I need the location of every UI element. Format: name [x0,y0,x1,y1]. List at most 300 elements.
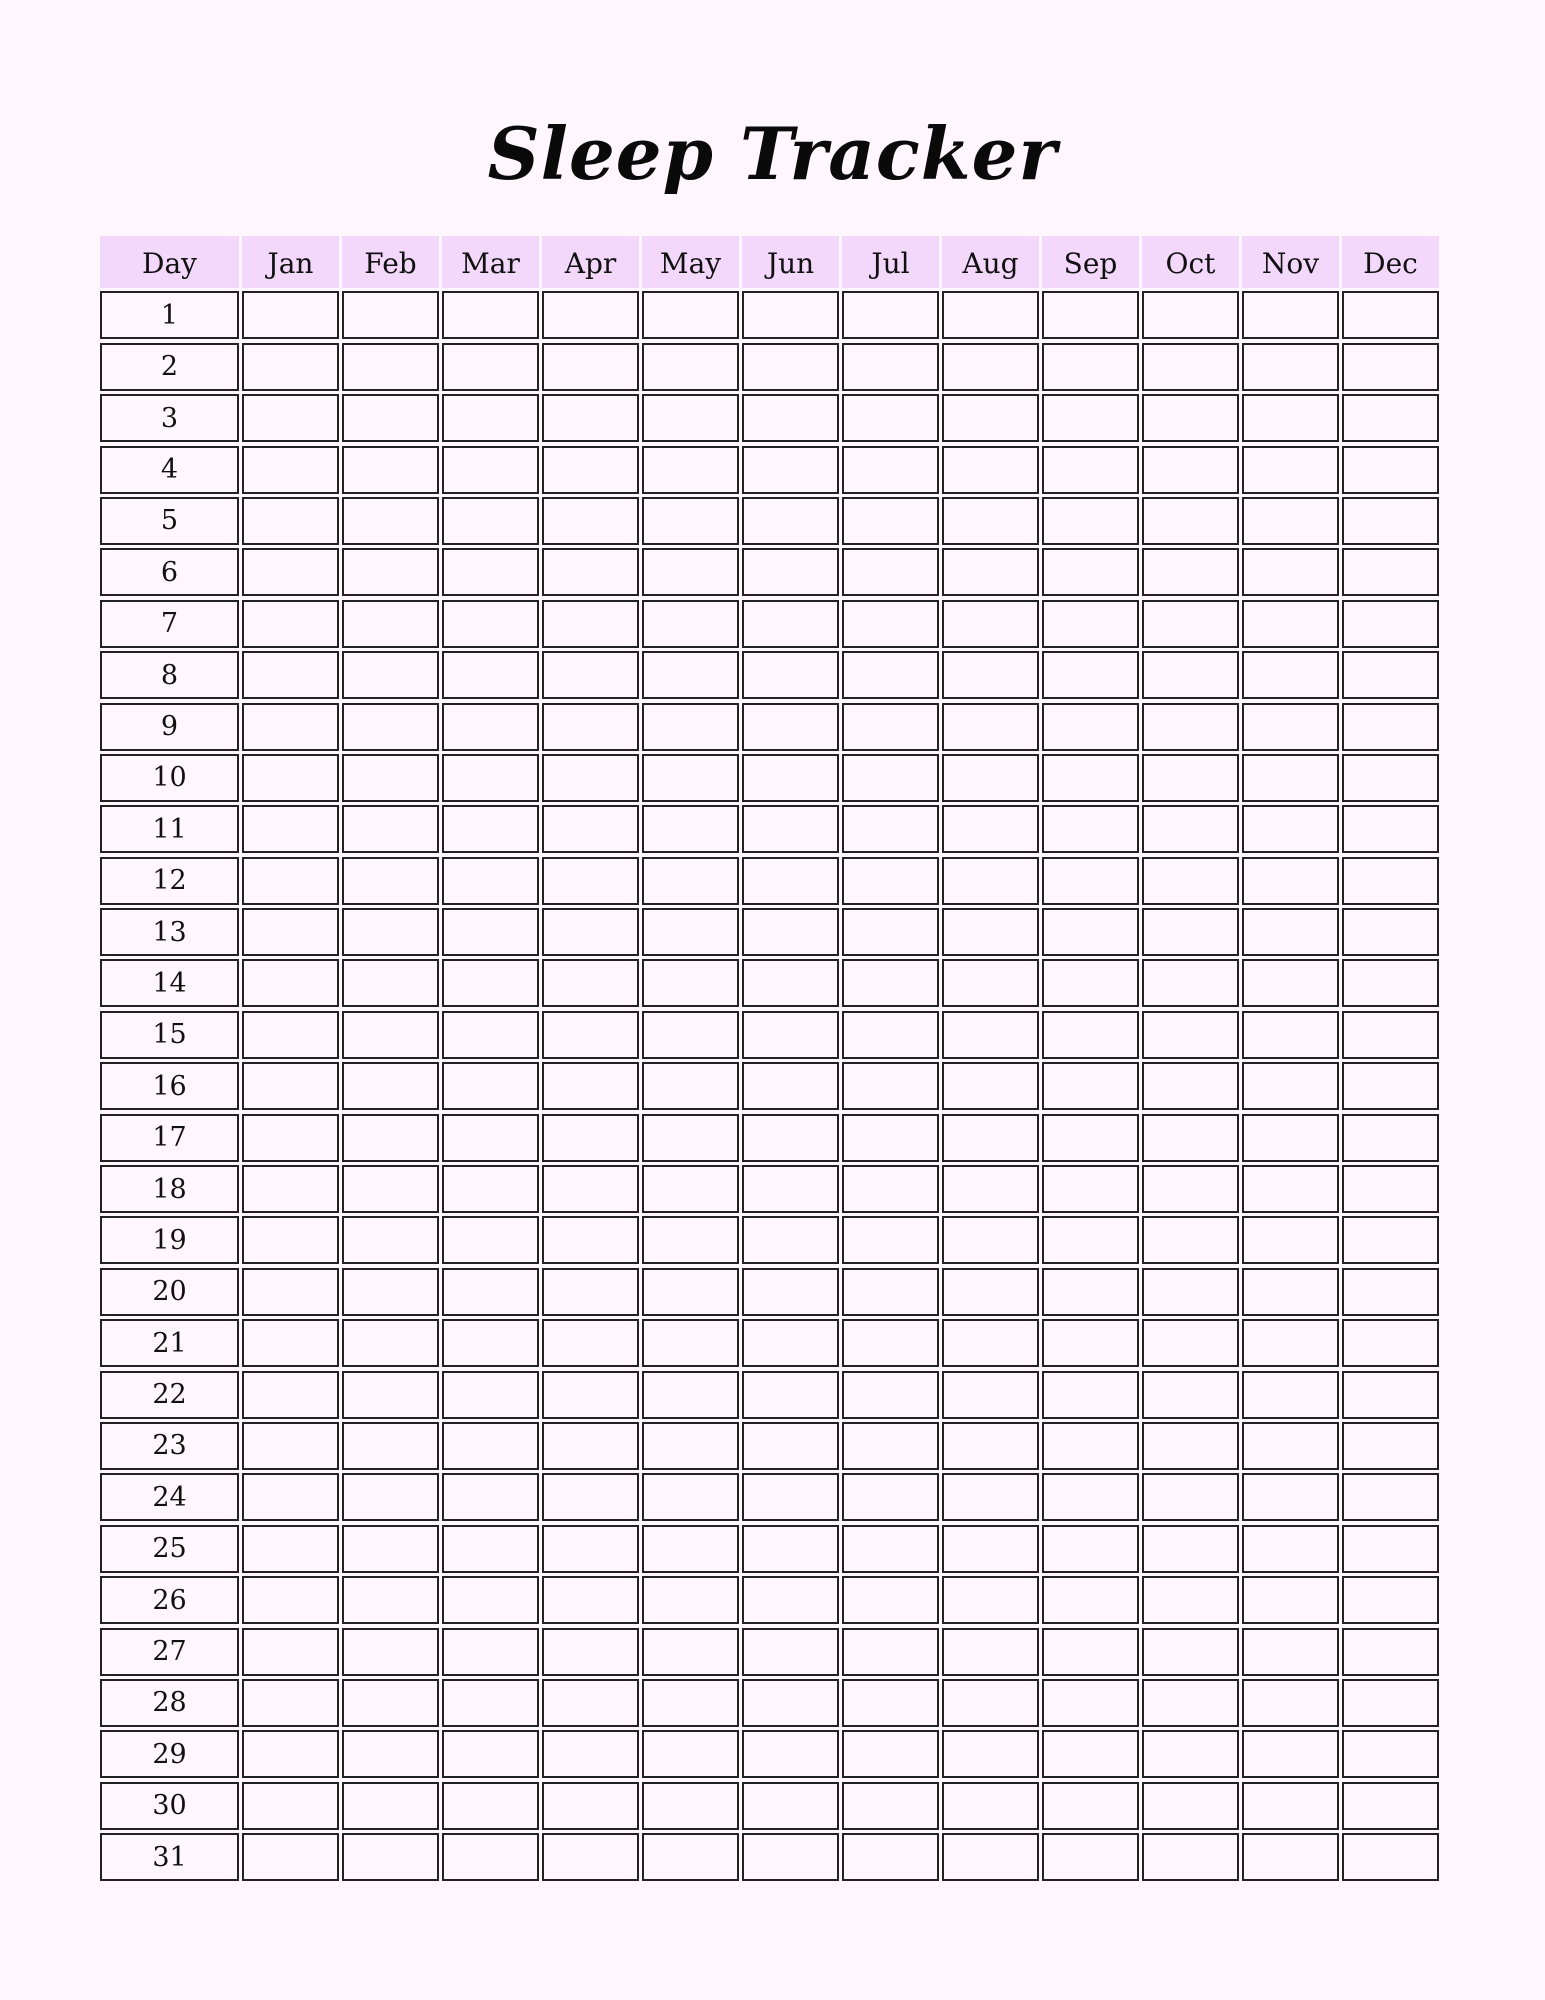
entry-cell-jan-1[interactable] [242,291,339,339]
entry-cell-may-3[interactable] [642,394,739,442]
entry-cell-mar-7[interactable] [442,600,539,648]
entry-cell-feb-22[interactable] [342,1371,439,1419]
entry-cell-jan-3[interactable] [242,394,339,442]
entry-cell-jul-31[interactable] [842,1833,939,1881]
entry-cell-jan-31[interactable] [242,1833,339,1881]
entry-cell-apr-12[interactable] [542,857,639,905]
entry-cell-may-21[interactable] [642,1319,739,1367]
entry-cell-may-12[interactable] [642,857,739,905]
entry-cell-aug-16[interactable] [942,1062,1039,1110]
entry-cell-nov-3[interactable] [1242,394,1339,442]
entry-cell-jun-19[interactable] [742,1216,839,1264]
entry-cell-feb-17[interactable] [342,1114,439,1162]
entry-cell-jun-3[interactable] [742,394,839,442]
entry-cell-dec-28[interactable] [1342,1679,1439,1727]
entry-cell-dec-1[interactable] [1342,291,1439,339]
entry-cell-apr-28[interactable] [542,1679,639,1727]
entry-cell-jul-22[interactable] [842,1371,939,1419]
entry-cell-jul-11[interactable] [842,805,939,853]
entry-cell-jul-23[interactable] [842,1422,939,1470]
entry-cell-may-22[interactable] [642,1371,739,1419]
entry-cell-dec-26[interactable] [1342,1576,1439,1624]
entry-cell-jun-7[interactable] [742,600,839,648]
entry-cell-jan-18[interactable] [242,1165,339,1213]
entry-cell-apr-13[interactable] [542,908,639,956]
entry-cell-jun-27[interactable] [742,1628,839,1676]
entry-cell-nov-13[interactable] [1242,908,1339,956]
entry-cell-nov-15[interactable] [1242,1011,1339,1059]
entry-cell-jan-5[interactable] [242,497,339,545]
entry-cell-jun-6[interactable] [742,548,839,596]
entry-cell-dec-22[interactable] [1342,1371,1439,1419]
entry-cell-jun-17[interactable] [742,1114,839,1162]
entry-cell-feb-7[interactable] [342,600,439,648]
entry-cell-mar-18[interactable] [442,1165,539,1213]
entry-cell-aug-18[interactable] [942,1165,1039,1213]
entry-cell-dec-20[interactable] [1342,1268,1439,1316]
entry-cell-sep-23[interactable] [1042,1422,1139,1470]
entry-cell-oct-11[interactable] [1142,805,1239,853]
entry-cell-sep-30[interactable] [1042,1782,1139,1830]
entry-cell-oct-28[interactable] [1142,1679,1239,1727]
entry-cell-mar-2[interactable] [442,343,539,391]
entry-cell-aug-29[interactable] [942,1730,1039,1778]
entry-cell-jul-8[interactable] [842,651,939,699]
entry-cell-aug-3[interactable] [942,394,1039,442]
entry-cell-jan-11[interactable] [242,805,339,853]
entry-cell-feb-23[interactable] [342,1422,439,1470]
entry-cell-jun-8[interactable] [742,651,839,699]
entry-cell-sep-10[interactable] [1042,754,1139,802]
entry-cell-mar-4[interactable] [442,446,539,494]
entry-cell-apr-26[interactable] [542,1576,639,1624]
entry-cell-feb-6[interactable] [342,548,439,596]
entry-cell-oct-27[interactable] [1142,1628,1239,1676]
entry-cell-aug-20[interactable] [942,1268,1039,1316]
entry-cell-dec-17[interactable] [1342,1114,1439,1162]
entry-cell-jul-3[interactable] [842,394,939,442]
entry-cell-mar-31[interactable] [442,1833,539,1881]
entry-cell-aug-22[interactable] [942,1371,1039,1419]
entry-cell-nov-4[interactable] [1242,446,1339,494]
entry-cell-oct-24[interactable] [1142,1473,1239,1521]
entry-cell-dec-3[interactable] [1342,394,1439,442]
entry-cell-may-6[interactable] [642,548,739,596]
entry-cell-jun-24[interactable] [742,1473,839,1521]
entry-cell-jun-4[interactable] [742,446,839,494]
entry-cell-nov-20[interactable] [1242,1268,1339,1316]
entry-cell-mar-28[interactable] [442,1679,539,1727]
entry-cell-oct-31[interactable] [1142,1833,1239,1881]
entry-cell-sep-4[interactable] [1042,446,1139,494]
entry-cell-jul-27[interactable] [842,1628,939,1676]
entry-cell-jul-9[interactable] [842,703,939,751]
entry-cell-nov-22[interactable] [1242,1371,1339,1419]
entry-cell-jan-4[interactable] [242,446,339,494]
entry-cell-oct-17[interactable] [1142,1114,1239,1162]
entry-cell-jun-9[interactable] [742,703,839,751]
entry-cell-dec-9[interactable] [1342,703,1439,751]
entry-cell-jun-31[interactable] [742,1833,839,1881]
entry-cell-feb-1[interactable] [342,291,439,339]
entry-cell-jun-26[interactable] [742,1576,839,1624]
entry-cell-apr-2[interactable] [542,343,639,391]
entry-cell-oct-3[interactable] [1142,394,1239,442]
entry-cell-mar-5[interactable] [442,497,539,545]
entry-cell-aug-7[interactable] [942,600,1039,648]
entry-cell-aug-1[interactable] [942,291,1039,339]
entry-cell-dec-2[interactable] [1342,343,1439,391]
entry-cell-jan-30[interactable] [242,1782,339,1830]
entry-cell-feb-19[interactable] [342,1216,439,1264]
entry-cell-apr-22[interactable] [542,1371,639,1419]
entry-cell-sep-31[interactable] [1042,1833,1139,1881]
entry-cell-jan-14[interactable] [242,959,339,1007]
entry-cell-dec-16[interactable] [1342,1062,1439,1110]
entry-cell-may-27[interactable] [642,1628,739,1676]
entry-cell-sep-19[interactable] [1042,1216,1139,1264]
entry-cell-mar-9[interactable] [442,703,539,751]
entry-cell-mar-29[interactable] [442,1730,539,1778]
entry-cell-sep-27[interactable] [1042,1628,1139,1676]
entry-cell-jul-19[interactable] [842,1216,939,1264]
entry-cell-mar-17[interactable] [442,1114,539,1162]
entry-cell-apr-6[interactable] [542,548,639,596]
entry-cell-dec-29[interactable] [1342,1730,1439,1778]
entry-cell-mar-12[interactable] [442,857,539,905]
entry-cell-may-17[interactable] [642,1114,739,1162]
entry-cell-jan-20[interactable] [242,1268,339,1316]
entry-cell-dec-19[interactable] [1342,1216,1439,1264]
entry-cell-mar-20[interactable] [442,1268,539,1316]
entry-cell-nov-8[interactable] [1242,651,1339,699]
entry-cell-aug-9[interactable] [942,703,1039,751]
entry-cell-dec-10[interactable] [1342,754,1439,802]
entry-cell-jun-2[interactable] [742,343,839,391]
entry-cell-oct-25[interactable] [1142,1525,1239,1573]
entry-cell-nov-25[interactable] [1242,1525,1339,1573]
entry-cell-oct-6[interactable] [1142,548,1239,596]
entry-cell-jan-24[interactable] [242,1473,339,1521]
entry-cell-jan-12[interactable] [242,857,339,905]
entry-cell-jun-11[interactable] [742,805,839,853]
entry-cell-sep-28[interactable] [1042,1679,1139,1727]
entry-cell-may-25[interactable] [642,1525,739,1573]
entry-cell-nov-24[interactable] [1242,1473,1339,1521]
entry-cell-feb-12[interactable] [342,857,439,905]
entry-cell-jul-18[interactable] [842,1165,939,1213]
entry-cell-aug-27[interactable] [942,1628,1039,1676]
entry-cell-feb-10[interactable] [342,754,439,802]
entry-cell-jul-16[interactable] [842,1062,939,1110]
entry-cell-aug-13[interactable] [942,908,1039,956]
entry-cell-aug-15[interactable] [942,1011,1039,1059]
entry-cell-feb-8[interactable] [342,651,439,699]
entry-cell-nov-28[interactable] [1242,1679,1339,1727]
entry-cell-oct-9[interactable] [1142,703,1239,751]
entry-cell-apr-29[interactable] [542,1730,639,1778]
entry-cell-nov-14[interactable] [1242,959,1339,1007]
entry-cell-feb-20[interactable] [342,1268,439,1316]
entry-cell-dec-27[interactable] [1342,1628,1439,1676]
entry-cell-mar-16[interactable] [442,1062,539,1110]
entry-cell-oct-30[interactable] [1142,1782,1239,1830]
entry-cell-jan-29[interactable] [242,1730,339,1778]
entry-cell-oct-14[interactable] [1142,959,1239,1007]
entry-cell-mar-26[interactable] [442,1576,539,1624]
entry-cell-aug-14[interactable] [942,959,1039,1007]
entry-cell-jun-30[interactable] [742,1782,839,1830]
entry-cell-oct-29[interactable] [1142,1730,1239,1778]
entry-cell-sep-22[interactable] [1042,1371,1139,1419]
entry-cell-mar-3[interactable] [442,394,539,442]
entry-cell-dec-25[interactable] [1342,1525,1439,1573]
entry-cell-jun-18[interactable] [742,1165,839,1213]
entry-cell-jul-13[interactable] [842,908,939,956]
entry-cell-jan-28[interactable] [242,1679,339,1727]
entry-cell-jan-26[interactable] [242,1576,339,1624]
entry-cell-feb-16[interactable] [342,1062,439,1110]
entry-cell-nov-6[interactable] [1242,548,1339,596]
entry-cell-sep-9[interactable] [1042,703,1139,751]
entry-cell-jan-21[interactable] [242,1319,339,1367]
entry-cell-sep-14[interactable] [1042,959,1139,1007]
entry-cell-feb-5[interactable] [342,497,439,545]
entry-cell-nov-5[interactable] [1242,497,1339,545]
entry-cell-oct-23[interactable] [1142,1422,1239,1470]
entry-cell-jan-22[interactable] [242,1371,339,1419]
entry-cell-nov-1[interactable] [1242,291,1339,339]
entry-cell-nov-7[interactable] [1242,600,1339,648]
entry-cell-may-1[interactable] [642,291,739,339]
entry-cell-jul-26[interactable] [842,1576,939,1624]
entry-cell-jul-21[interactable] [842,1319,939,1367]
entry-cell-may-11[interactable] [642,805,739,853]
entry-cell-aug-21[interactable] [942,1319,1039,1367]
entry-cell-oct-2[interactable] [1142,343,1239,391]
entry-cell-feb-14[interactable] [342,959,439,1007]
entry-cell-jun-20[interactable] [742,1268,839,1316]
entry-cell-apr-15[interactable] [542,1011,639,1059]
entry-cell-may-23[interactable] [642,1422,739,1470]
entry-cell-jun-12[interactable] [742,857,839,905]
entry-cell-sep-5[interactable] [1042,497,1139,545]
entry-cell-aug-25[interactable] [942,1525,1039,1573]
entry-cell-nov-30[interactable] [1242,1782,1339,1830]
entry-cell-oct-10[interactable] [1142,754,1239,802]
entry-cell-jul-7[interactable] [842,600,939,648]
entry-cell-aug-11[interactable] [942,805,1039,853]
entry-cell-dec-13[interactable] [1342,908,1439,956]
entry-cell-nov-23[interactable] [1242,1422,1339,1470]
entry-cell-mar-11[interactable] [442,805,539,853]
entry-cell-dec-11[interactable] [1342,805,1439,853]
entry-cell-mar-13[interactable] [442,908,539,956]
entry-cell-sep-3[interactable] [1042,394,1139,442]
entry-cell-sep-21[interactable] [1042,1319,1139,1367]
entry-cell-oct-1[interactable] [1142,291,1239,339]
entry-cell-mar-6[interactable] [442,548,539,596]
entry-cell-may-30[interactable] [642,1782,739,1830]
entry-cell-feb-18[interactable] [342,1165,439,1213]
entry-cell-jan-7[interactable] [242,600,339,648]
entry-cell-jun-23[interactable] [742,1422,839,1470]
entry-cell-may-15[interactable] [642,1011,739,1059]
entry-cell-may-20[interactable] [642,1268,739,1316]
entry-cell-feb-26[interactable] [342,1576,439,1624]
entry-cell-aug-12[interactable] [942,857,1039,905]
entry-cell-jan-13[interactable] [242,908,339,956]
entry-cell-jun-1[interactable] [742,291,839,339]
entry-cell-jan-27[interactable] [242,1628,339,1676]
entry-cell-may-9[interactable] [642,703,739,751]
entry-cell-sep-6[interactable] [1042,548,1139,596]
entry-cell-apr-25[interactable] [542,1525,639,1573]
entry-cell-jul-17[interactable] [842,1114,939,1162]
entry-cell-dec-15[interactable] [1342,1011,1439,1059]
entry-cell-sep-12[interactable] [1042,857,1139,905]
entry-cell-mar-24[interactable] [442,1473,539,1521]
entry-cell-mar-30[interactable] [442,1782,539,1830]
entry-cell-nov-26[interactable] [1242,1576,1339,1624]
entry-cell-mar-23[interactable] [442,1422,539,1470]
entry-cell-apr-14[interactable] [542,959,639,1007]
entry-cell-jul-2[interactable] [842,343,939,391]
entry-cell-jul-30[interactable] [842,1782,939,1830]
entry-cell-oct-4[interactable] [1142,446,1239,494]
entry-cell-oct-12[interactable] [1142,857,1239,905]
entry-cell-jan-9[interactable] [242,703,339,751]
entry-cell-nov-29[interactable] [1242,1730,1339,1778]
entry-cell-jan-2[interactable] [242,343,339,391]
entry-cell-jul-28[interactable] [842,1679,939,1727]
entry-cell-feb-25[interactable] [342,1525,439,1573]
entry-cell-oct-18[interactable] [1142,1165,1239,1213]
entry-cell-feb-24[interactable] [342,1473,439,1521]
entry-cell-aug-24[interactable] [942,1473,1039,1521]
entry-cell-sep-16[interactable] [1042,1062,1139,1110]
entry-cell-apr-10[interactable] [542,754,639,802]
entry-cell-mar-8[interactable] [442,651,539,699]
entry-cell-sep-18[interactable] [1042,1165,1139,1213]
entry-cell-dec-18[interactable] [1342,1165,1439,1213]
entry-cell-sep-29[interactable] [1042,1730,1139,1778]
entry-cell-mar-21[interactable] [442,1319,539,1367]
entry-cell-jun-15[interactable] [742,1011,839,1059]
entry-cell-jan-23[interactable] [242,1422,339,1470]
entry-cell-jul-1[interactable] [842,291,939,339]
entry-cell-may-16[interactable] [642,1062,739,1110]
entry-cell-dec-6[interactable] [1342,548,1439,596]
entry-cell-may-24[interactable] [642,1473,739,1521]
entry-cell-nov-21[interactable] [1242,1319,1339,1367]
entry-cell-may-18[interactable] [642,1165,739,1213]
entry-cell-sep-15[interactable] [1042,1011,1139,1059]
entry-cell-nov-17[interactable] [1242,1114,1339,1162]
entry-cell-oct-22[interactable] [1142,1371,1239,1419]
entry-cell-feb-29[interactable] [342,1730,439,1778]
entry-cell-apr-19[interactable] [542,1216,639,1264]
entry-cell-nov-19[interactable] [1242,1216,1339,1264]
entry-cell-mar-25[interactable] [442,1525,539,1573]
entry-cell-apr-31[interactable] [542,1833,639,1881]
entry-cell-nov-10[interactable] [1242,754,1339,802]
entry-cell-feb-30[interactable] [342,1782,439,1830]
entry-cell-oct-15[interactable] [1142,1011,1239,1059]
entry-cell-jan-25[interactable] [242,1525,339,1573]
entry-cell-dec-12[interactable] [1342,857,1439,905]
entry-cell-sep-8[interactable] [1042,651,1139,699]
entry-cell-mar-22[interactable] [442,1371,539,1419]
entry-cell-apr-20[interactable] [542,1268,639,1316]
entry-cell-may-26[interactable] [642,1576,739,1624]
entry-cell-aug-31[interactable] [942,1833,1039,1881]
entry-cell-apr-24[interactable] [542,1473,639,1521]
entry-cell-sep-20[interactable] [1042,1268,1139,1316]
entry-cell-aug-6[interactable] [942,548,1039,596]
entry-cell-apr-11[interactable] [542,805,639,853]
entry-cell-aug-17[interactable] [942,1114,1039,1162]
entry-cell-jun-16[interactable] [742,1062,839,1110]
entry-cell-may-7[interactable] [642,600,739,648]
entry-cell-aug-2[interactable] [942,343,1039,391]
entry-cell-dec-5[interactable] [1342,497,1439,545]
entry-cell-jan-6[interactable] [242,548,339,596]
entry-cell-jan-17[interactable] [242,1114,339,1162]
entry-cell-jun-29[interactable] [742,1730,839,1778]
entry-cell-feb-9[interactable] [342,703,439,751]
entry-cell-apr-3[interactable] [542,394,639,442]
entry-cell-sep-25[interactable] [1042,1525,1139,1573]
entry-cell-may-29[interactable] [642,1730,739,1778]
entry-cell-feb-28[interactable] [342,1679,439,1727]
entry-cell-oct-8[interactable] [1142,651,1239,699]
entry-cell-aug-28[interactable] [942,1679,1039,1727]
entry-cell-nov-27[interactable] [1242,1628,1339,1676]
entry-cell-dec-7[interactable] [1342,600,1439,648]
entry-cell-jun-21[interactable] [742,1319,839,1367]
entry-cell-apr-1[interactable] [542,291,639,339]
entry-cell-jul-24[interactable] [842,1473,939,1521]
entry-cell-nov-11[interactable] [1242,805,1339,853]
entry-cell-sep-1[interactable] [1042,291,1139,339]
entry-cell-mar-19[interactable] [442,1216,539,1264]
entry-cell-apr-27[interactable] [542,1628,639,1676]
entry-cell-jul-4[interactable] [842,446,939,494]
entry-cell-oct-20[interactable] [1142,1268,1239,1316]
entry-cell-apr-4[interactable] [542,446,639,494]
entry-cell-jun-28[interactable] [742,1679,839,1727]
entry-cell-feb-13[interactable] [342,908,439,956]
entry-cell-jun-14[interactable] [742,959,839,1007]
entry-cell-sep-2[interactable] [1042,343,1139,391]
entry-cell-sep-7[interactable] [1042,600,1139,648]
entry-cell-apr-16[interactable] [542,1062,639,1110]
entry-cell-apr-23[interactable] [542,1422,639,1470]
entry-cell-feb-11[interactable] [342,805,439,853]
entry-cell-oct-13[interactable] [1142,908,1239,956]
entry-cell-dec-21[interactable] [1342,1319,1439,1367]
entry-cell-may-28[interactable] [642,1679,739,1727]
entry-cell-dec-30[interactable] [1342,1782,1439,1830]
entry-cell-mar-27[interactable] [442,1628,539,1676]
entry-cell-jan-10[interactable] [242,754,339,802]
entry-cell-jul-20[interactable] [842,1268,939,1316]
entry-cell-aug-8[interactable] [942,651,1039,699]
entry-cell-jul-10[interactable] [842,754,939,802]
entry-cell-jul-14[interactable] [842,959,939,1007]
entry-cell-apr-17[interactable] [542,1114,639,1162]
